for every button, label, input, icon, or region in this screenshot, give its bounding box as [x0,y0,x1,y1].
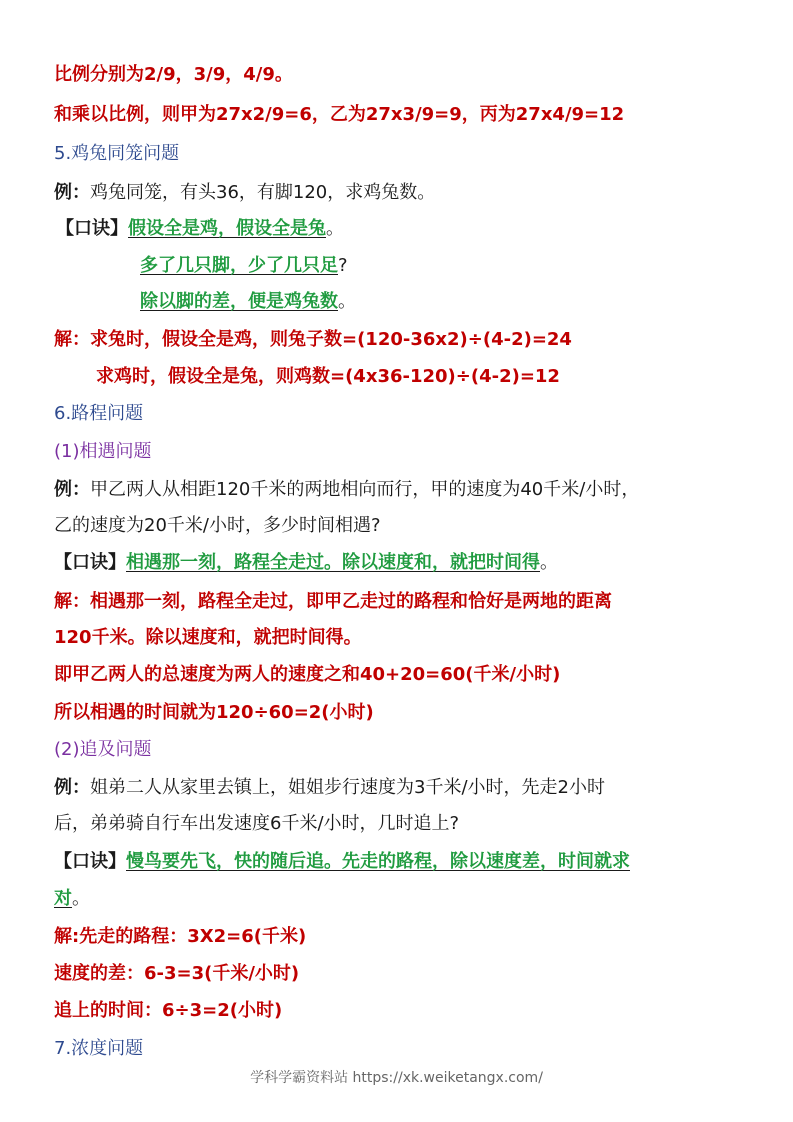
mnemonic-text: 慢鸟要先飞，快的随后追。先走的路程，除以速度差，时间就求 [126,851,630,872]
mnemonic-end: 。 [338,291,356,312]
section-5-solution-1: 解：求兔时，假设全是鸡，则兔子数=(120-36x2)÷(4-2)=24 [54,329,572,350]
mnemonic-text: 相遇那一刻，路程全走过。除以速度和，就把时间得 [126,552,540,573]
section-6-solution-2c: 追上的时间：6÷3=2(小时) [54,1000,283,1021]
mnemonic-end: 。 [326,218,344,239]
page-footer: 学科学霸资料站 https://xk.weiketangx.com/ [250,1070,543,1086]
mnemonic-label: 【口诀】 [54,552,126,573]
section-6-solution-1c: 即甲乙两人的总速度为两人的速度之和40+20=60(千米/小时) [54,664,561,685]
section-5-solution-2: 求鸡时，假设全是兔，则鸡数=(4x36-120)÷(4-2)=12 [96,366,560,387]
mnemonic-text: 除以脚的差，便是鸡兔数 [140,291,338,312]
section-5-mnemonic-1 [56,217,344,241]
section-7-title: 7.浓度问题 [54,1038,144,1059]
mnemonic-end: 。 [540,552,558,573]
example-label: 例： [54,479,90,500]
mnemonic-label: 【口诀】 [56,218,128,239]
section-6-solution-2a: 解:先走的路程：3X2=6(千米) [54,926,307,947]
section-6-subtitle-1: (1)相遇问题 [54,441,152,462]
ratio-split-line: 比例分别为2/9，3/9，4/9。 [54,64,293,85]
section-6-title: 6.路程问题 [54,403,144,424]
section-6-solution-2b: 速度的差：6-3=3(千米/小时) [54,963,300,984]
section-6-example-1b: 乙的速度为20千米/小时，多少时间相遇? [54,515,381,536]
mnemonic-text: 多了几只脚，少了几只足 [140,255,338,276]
example-text: 甲乙两人从相距120千米的两地相向而行，甲的速度为40千米/小时， [90,479,640,500]
mnemonic-label: 【口诀】 [54,851,126,872]
section-5-title: 5.鸡兔同笼问题 [54,143,180,164]
section-6-mnemonic-2b [54,887,90,911]
example-text: 鸡兔同笼，有头36，有脚120，求鸡兔数。 [90,182,436,203]
section-6-example-2a [54,776,605,800]
example-text: 姐弟二人从家里去镇上，姐姐步行速度为3千米/小时，先走2小时 [90,777,605,798]
section-6-subtitle-2: (2)追及问题 [54,739,152,760]
section-6-example-1a [54,478,639,502]
example-label: 例： [54,182,90,203]
section-5-mnemonic-3 [140,290,356,314]
mnemonic-end: ? [338,255,348,276]
section-6-mnemonic-2a [54,850,630,874]
section-5-mnemonic-2 [140,254,348,278]
mnemonic-end: 。 [72,888,90,909]
section-6-mnemonic-1 [54,551,558,575]
section-6-example-2b: 后，弟弟骑自行车出发速度6千米/小时，几时追上? [54,813,460,834]
section-6-solution-1a: 解：相遇那一刻，路程全走过，即甲乙走过的路程和恰好是两地的距离 [54,591,612,612]
example-label: 例： [54,777,90,798]
section-6-solution-1b: 120千米。除以速度和，就把时间得。 [54,627,362,648]
mnemonic-text: 假设全是鸡，假设全是兔 [128,218,326,239]
section-5-example [54,181,435,205]
section-6-solution-1d: 所以相遇的时间就为120÷60=2(小时) [54,702,374,723]
mnemonic-text: 对 [54,888,72,909]
ratio-calc-line: 和乘以比例，则甲为27x2/9=6，乙为27x3/9=9，丙为27x4/9=12 [54,104,625,125]
